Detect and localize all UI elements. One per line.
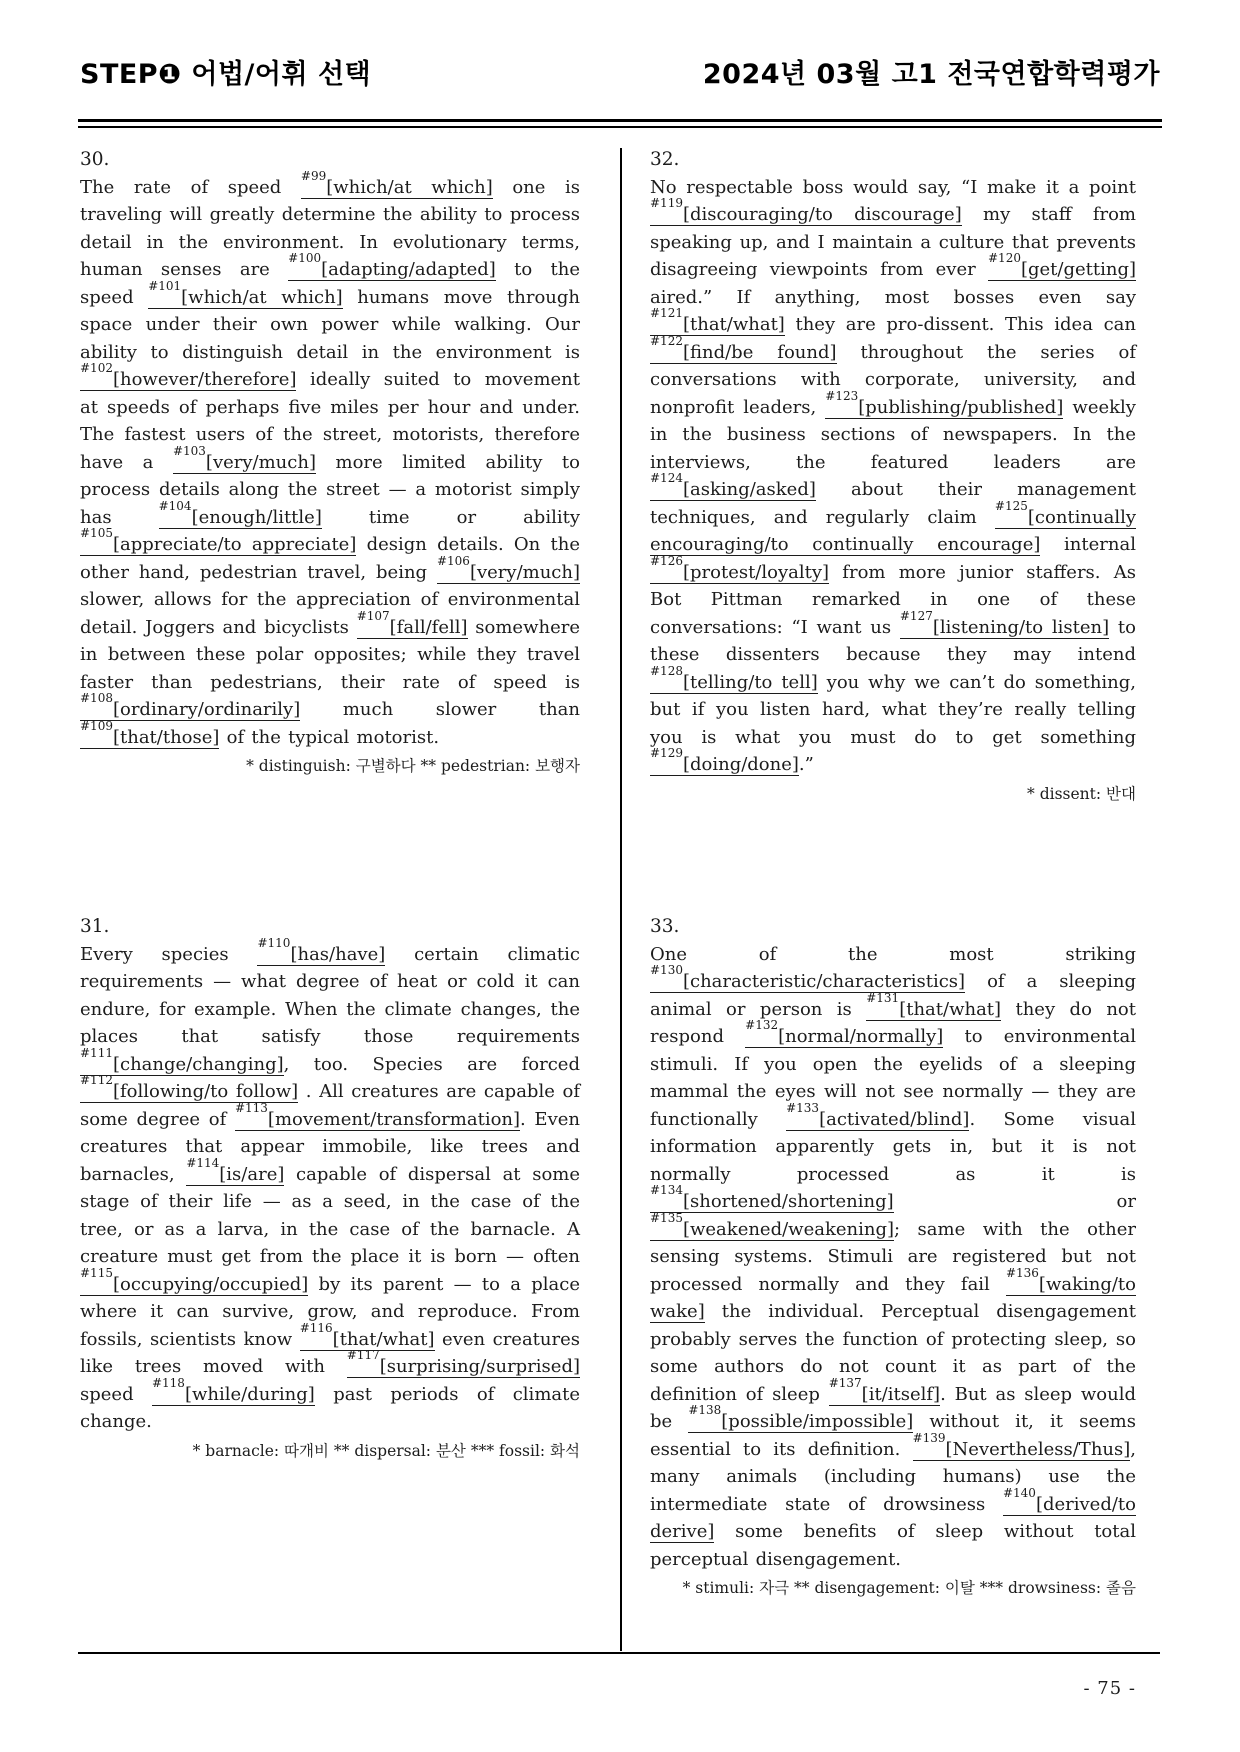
choice-id: #123 bbox=[825, 388, 859, 403]
choice-id: #116 bbox=[299, 1320, 333, 1335]
left-column bbox=[80, 146, 580, 1464]
passage-footnote: * stimuli: 자극 ** disengagement: 이탈 *** drowsiness: 졸음 bbox=[682, 1579, 1136, 1597]
choice-102: $^{\#102}$[however/therefore] bbox=[80, 361, 297, 390]
choice-123: $^{\#123}$[publishing/published] bbox=[825, 388, 1064, 418]
choice-id: #126 bbox=[650, 553, 683, 568]
choice-id: #106 bbox=[436, 553, 470, 568]
passage-footnote: * distinguish: 구별하다 ** pedestrian: 보행자 bbox=[246, 757, 580, 775]
choice-126: $^{\#126}$[protest/loyalty] bbox=[650, 553, 830, 583]
passage-33 bbox=[650, 913, 1136, 1601]
choice-id: #136 bbox=[1005, 1265, 1039, 1280]
choice-id: #113 bbox=[234, 1100, 268, 1115]
choice-id: #101 bbox=[148, 278, 182, 293]
footer-rule bbox=[78, 1652, 1160, 1654]
passage-number: 30. bbox=[80, 149, 110, 170]
exam-title: 2024년 03월 고1 전국연합학력평가 bbox=[702, 59, 1160, 90]
choice-110: $^{\#110}$[has/have] bbox=[257, 935, 386, 965]
passage-31 bbox=[80, 913, 580, 1464]
choice-id: #99 bbox=[300, 168, 327, 183]
choice-100: $^{\#100}$[adapting/adapted] bbox=[288, 251, 496, 280]
choice-109: $^{\#109}$[that/those] bbox=[80, 718, 220, 748]
passage-32 bbox=[650, 146, 1136, 913]
choice-id: #102 bbox=[80, 361, 113, 375]
choice-id: #114 bbox=[186, 1155, 220, 1170]
choice-id: #135 bbox=[650, 1210, 683, 1225]
choice-id: #107 bbox=[356, 608, 390, 623]
choice-id: #119 bbox=[650, 196, 683, 210]
choice-132: $^{\#132}$[normal/normally] bbox=[745, 1018, 944, 1047]
choice-id: #115 bbox=[80, 1265, 113, 1280]
choice-106: $^{\#106}$[very/much] bbox=[436, 553, 580, 583]
choice-id: #125 bbox=[994, 498, 1028, 513]
choice-120: $^{\#120}$[get/getting] bbox=[988, 251, 1136, 280]
passage-body: No respectable boss would say, “I make it a point $^{\#119}$[discouraging/to discourage] my staff from speaking up, and I maintain a culture that prevents disagreeing viewpoints from ever $^{\#120}$[get/getting] aired.” If anything, most bosses even say $^{\#121}$[that/what] they are pro-dissent. This idea can $^{\#122}$[find/be found] throughout the series of conversations with corporate, university, and nonprofit leaders, $^{\#123}$[publishing/published] weekly in the business sections of newspapers. In the interviews, the featured leaders are $^{\#124}$[asking/asked] about their management techniques, and regularly claim $^{\#125}$[continually encouraging/to continually encourage] internal $^{\#126}$[protest/loyalty] from more junior staffers. As Bot Pittman remarked in one of these conversations: “I want us $^{\#127}$[listening/to listen] to these dissenters because they may intend $^{\#128}$[telling/to tell] you why we can’t do something, but if you listen hard, what they’re really telling you is what you must do to get something $^{\#129}$[doing/done].” bbox=[650, 176, 1137, 775]
choice-133: $^{\#133}$[activated/blind] bbox=[786, 1100, 970, 1130]
passage-footnote: * barnacle: 따개비 ** dispersal: 분산 *** fossil: 화석 bbox=[192, 1441, 580, 1460]
passage-30 bbox=[80, 146, 580, 913]
choice-99: $^{\#99}$[which/at which] bbox=[300, 168, 493, 198]
choice-id: #120 bbox=[988, 251, 1021, 265]
choice-134: $^{\#134}$[shortened/shortening] bbox=[650, 1183, 894, 1212]
choice-id: #105 bbox=[80, 526, 113, 540]
passage-body: One of the most striking $^{\#130}$[characteristic/characteristics] of a sleeping animal or person is $^{\#131}$[that/what] they do not respond $^{\#132}$[normal/normally] to environmental stimuli. If you open the eyelids of a sleeping mammal the eyes will not see normally — they are functionally $^{\#133}$[activated/blind]. Some visual information apparently gets in, but it is not normally processed as it is $^{\#134}$[shortened/shortening] or $^{\#135}$[weakened/weakening]; same with the other sensing systems. Stimuli are registered but not processed normally and they fail $^{\#136}$[waking/to wake] the individual. Perceptual disengagement probably serves the function of protecting sleep, so some authors do not count it as part of the definition of sleep $^{\#137}$[it/itself]. But as sleep would be $^{\#138}$[possible/impossible] without it, it seems essential to its definition. $^{\#139}$[Nevertheless/Thus], many animals (including humans) use the intermediate state of drowsiness $^{\#140}$[derived/to derive] some benefits of sleep without total perceptual disengagement. bbox=[650, 943, 1137, 1570]
choice-129: $^{\#129}$[doing/done] bbox=[650, 746, 799, 775]
choice-125: $^{\#125}$[continually encouraging/to continually encourage] bbox=[650, 498, 1136, 555]
choice-id: #121 bbox=[650, 306, 683, 320]
choice-127: $^{\#127}$[listening/to listen] bbox=[899, 608, 1110, 638]
choice-103: $^{\#103}$[very/much] bbox=[172, 443, 316, 473]
choice-id: #108 bbox=[80, 691, 113, 705]
choice-105: $^{\#105}$[appreciate/to appreciate] bbox=[80, 526, 357, 555]
choice-114: $^{\#114}$[is/are] bbox=[186, 1155, 285, 1185]
choice-136: $^{\#136}$[waking/to wake] bbox=[650, 1265, 1136, 1322]
passage-number: 32. bbox=[650, 149, 680, 170]
choice-id: #134 bbox=[650, 1183, 683, 1197]
choice-117: $^{\#117}$[surprising/surprised] bbox=[346, 1348, 580, 1377]
choice-107: $^{\#107}$[fall/fell] bbox=[356, 608, 468, 638]
choice-135: $^{\#135}$[weakened/weakening] bbox=[650, 1210, 895, 1240]
choice-id: #140 bbox=[1002, 1485, 1036, 1500]
choice-id: #132 bbox=[745, 1018, 779, 1032]
choice-119: $^{\#119}$[discouraging/to discourage] bbox=[650, 196, 962, 225]
choice-id: #110 bbox=[257, 935, 291, 950]
choice-id: #133 bbox=[786, 1100, 820, 1115]
choice-id: #130 bbox=[650, 963, 683, 977]
header-rule bbox=[78, 119, 1162, 128]
choice-id: #118 bbox=[151, 1375, 185, 1390]
choice-id: #117 bbox=[346, 1348, 380, 1362]
column-divider bbox=[620, 148, 622, 1651]
choice-108: $^{\#108}$[ordinary/ordinarily] bbox=[80, 691, 301, 720]
choice-id: #104 bbox=[158, 498, 192, 513]
passage-number: 33. bbox=[650, 916, 680, 937]
choice-id: #129 bbox=[650, 746, 683, 760]
passage-number: 31. bbox=[80, 916, 110, 937]
choice-121: $^{\#121}$[that/what] bbox=[650, 306, 785, 335]
choice-id: #139 bbox=[912, 1430, 946, 1445]
choice-id: #100 bbox=[288, 251, 322, 265]
choice-137: $^{\#137}$[it/itself] bbox=[828, 1375, 941, 1405]
choice-115: $^{\#115}$[occupying/occupied] bbox=[80, 1265, 309, 1295]
choice-id: #124 bbox=[650, 471, 683, 485]
right-column bbox=[650, 146, 1136, 1601]
passage-body: The rate of speed $^{\#99}$[which/at which] one is traveling will greatly determine the ability to process detail in the environment. In evolutionary terms, human senses are $^{\#100}$[adapting/adapted] to the speed $^{\#101}$[which/at which] humans move through space under their own power while walking. Our ability to distinguish detail in the environment is $^{\#102}$[however/therefore] ideally suited to movement at speeds of perhaps five miles per hour and under. The fastest users of the street, motorists, therefore have a $^{\#103}$[very/much] more limited ability to process details along the street — a motorist simply has $^{\#104}$[enough/little] time or ability $^{\#105}$[appreciate/to appreciate] design details. On the other hand, pedestrian travel, being $^{\#106}$[very/much] slower, allows for the appreciation of environmental detail. Joggers and bicyclists $^{\#107}$[fall/fell] somewhere in between these polar opposites; while they travel faster than pedestrians, their rate of speed is $^{\#108}$[ordinary/ordinarily] much slower than $^{\#109}$[that/those] of the typical motorist. bbox=[80, 168, 581, 748]
choice-id: #137 bbox=[828, 1375, 862, 1390]
choice-id: #138 bbox=[688, 1403, 722, 1417]
choice-101: $^{\#101}$[which/at which] bbox=[148, 278, 343, 308]
page-number: - 75 - bbox=[1083, 1678, 1136, 1699]
choice-id: #112 bbox=[80, 1073, 113, 1087]
choice-113: $^{\#113}$[movement/transformation] bbox=[234, 1100, 521, 1130]
choice-139: $^{\#139}$[Nevertheless/Thus] bbox=[912, 1430, 1131, 1460]
choice-128: $^{\#128}$[telling/to tell] bbox=[650, 663, 818, 693]
choice-id: #109 bbox=[80, 718, 113, 733]
choice-104: $^{\#104}$[enough/little] bbox=[158, 498, 322, 528]
step-title: STEP❶ 어법/어휘 선택 bbox=[80, 59, 372, 90]
choice-111: $^{\#111}$[change/changing] bbox=[80, 1045, 284, 1075]
choice-124: $^{\#124}$[asking/asked] bbox=[650, 471, 816, 500]
choice-id: #103 bbox=[172, 443, 206, 458]
passage-footnote: * dissent: 반대 bbox=[1027, 784, 1136, 803]
content-columns bbox=[80, 146, 1160, 1651]
choice-130: $^{\#130}$[characteristic/characteristics] bbox=[650, 963, 966, 992]
choice-131: $^{\#131}$[that/what] bbox=[866, 990, 1002, 1020]
choice-138: $^{\#138}$[possible/impossible] bbox=[688, 1403, 914, 1432]
choice-id: #111 bbox=[80, 1045, 113, 1060]
choice-id: #131 bbox=[866, 990, 900, 1005]
passage-body: Every species $^{\#110}$[has/have] certain climatic requirements — what degree of heat or cold it can endure, for example. When the climate changes, the places that satisfy those requirements $^{\#111}$[change/changing], too. Species are forced $^{\#112}$[following/to follow] . All creatures are capable of some degree of $^{\#113}$[movement/transformation]. Even creatures that appear immobile, like trees and barnacles, $^{\#114}$[is/are] capable of dispersal at some stage of their life — as a seed, in the case of the tree, or as a larva, in the case of the barnacle. A creature must get from the place it is born — often $^{\#115}$[occupying/occupied] by its parent — to a place where it can survive, grow, and reproduce. From fossils, scientists know $^{\#116}$[that/what] even creatures like trees moved with $^{\#117}$[surprising/surprised] speed $^{\#118}$[while/during] past periods of climate change. bbox=[80, 935, 581, 1432]
choice-id: #122 bbox=[650, 333, 683, 348]
choice-id: #128 bbox=[650, 663, 683, 678]
choice-id: #127 bbox=[899, 608, 933, 623]
choice-140: $^{\#140}$[derived/to derive] bbox=[650, 1485, 1136, 1542]
choice-112: $^{\#112}$[following/to follow] bbox=[80, 1073, 299, 1102]
choice-116: $^{\#116}$[that/what] bbox=[299, 1320, 435, 1350]
choice-118: $^{\#118}$[while/during] bbox=[151, 1375, 315, 1405]
choice-122: $^{\#122}$[find/be found] bbox=[650, 333, 837, 363]
page-header bbox=[80, 52, 1160, 91]
